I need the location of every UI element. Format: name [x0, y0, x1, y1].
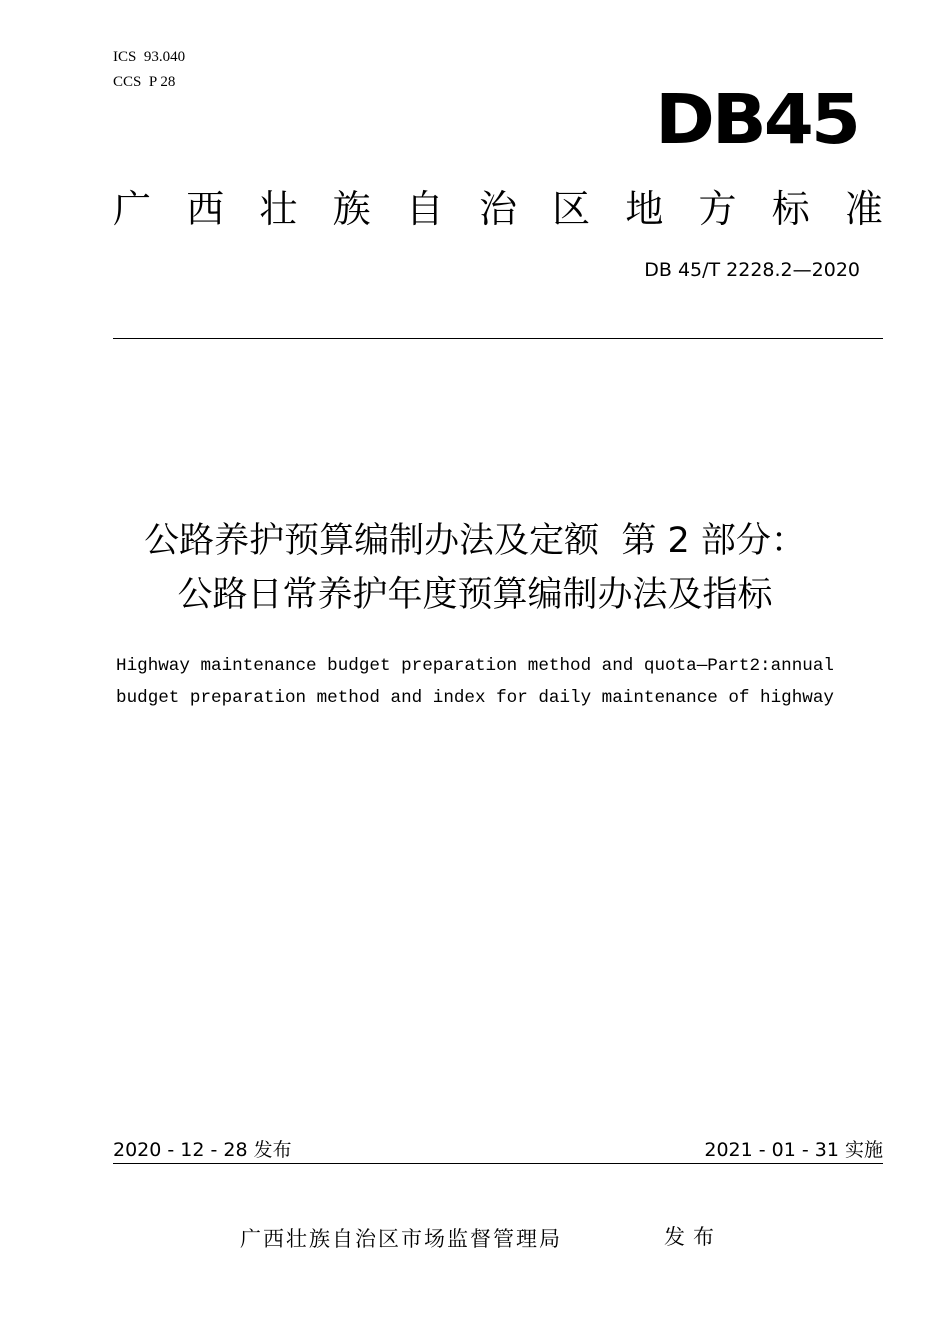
standard-type-char: 标	[771, 187, 810, 231]
publish-date: 2020 - 12 - 28 发布	[113, 1139, 292, 1161]
ccs-code: CCS P 28	[113, 74, 176, 90]
chinese-title-line-1: 公路养护预算编制办法及定额 第 2 部分：	[144, 521, 806, 561]
standard-type-char: 自	[405, 187, 444, 231]
issue-label: 发布	[664, 1225, 722, 1249]
implementation-date: 2021 - 01 - 31 实施	[704, 1139, 883, 1161]
standard-type-heading	[113, 184, 883, 234]
db45-logo: DB45	[655, 79, 858, 160]
standard-type-char: 方	[698, 187, 737, 231]
top-divider	[113, 338, 883, 339]
standard-type-char: 族	[332, 187, 371, 231]
standard-type-char: 广	[113, 187, 152, 231]
standard-type-char: 壮	[259, 187, 298, 231]
standard-type-char: 治	[478, 187, 517, 231]
standard-type-char: 区	[552, 187, 591, 231]
standard-type-char: 地	[625, 187, 664, 231]
bottom-divider	[113, 1163, 883, 1164]
standard-type-char: 准	[844, 187, 883, 231]
chinese-title-line-2: 公路日常养护年度预算编制办法及指标	[177, 575, 773, 615]
issuing-authority: 广西壮族自治区市场监督管理局	[240, 1227, 562, 1251]
english-title-line-1: Highway maintenance budget preparation method and quota—Part2:annual	[116, 656, 834, 676]
ics-code: ICS 93.040	[113, 49, 186, 65]
standard-number: DB 45/T 2228.2—2020	[644, 259, 860, 281]
standard-type-char: 西	[186, 187, 225, 231]
english-title-line-2: budget preparation method and index for daily maintenance of highway	[116, 688, 834, 708]
